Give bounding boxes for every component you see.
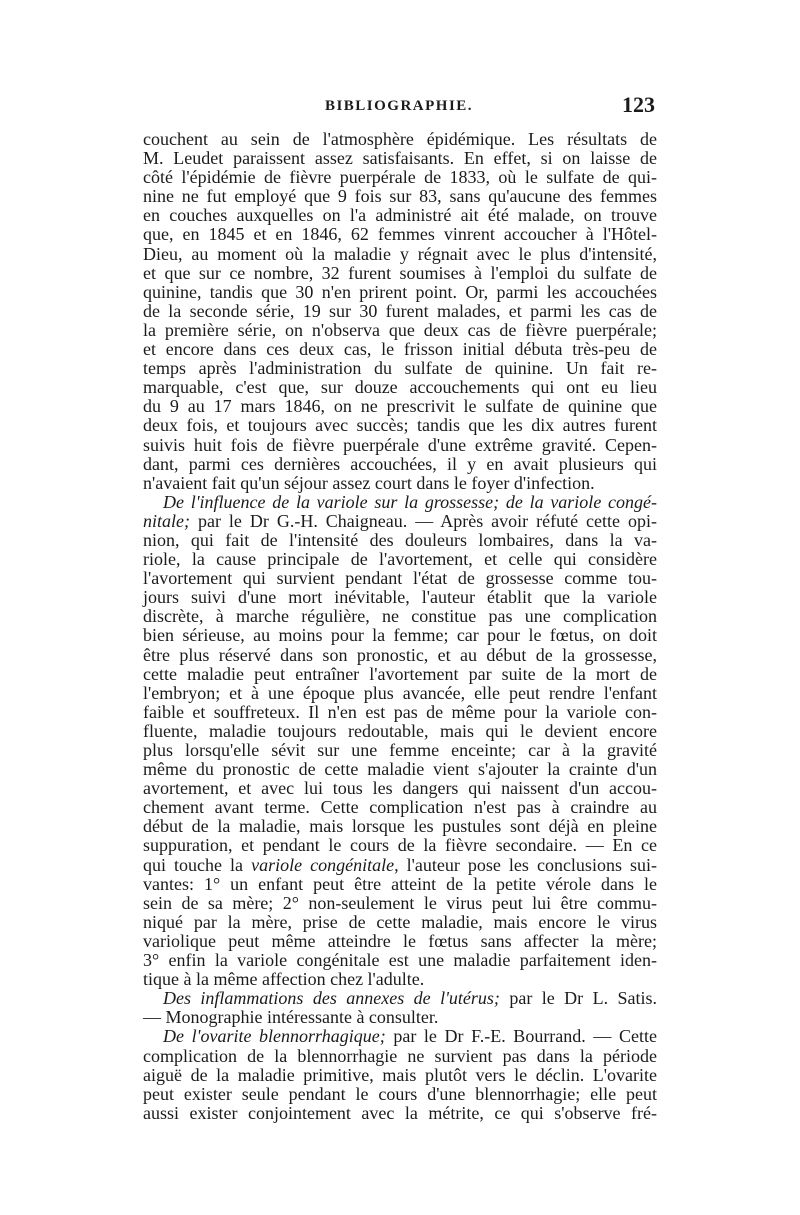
text-segment: sein de sa mère; 2° non-seulement le virus peut lui être commu- bbox=[143, 892, 657, 913]
text-line bbox=[143, 569, 657, 588]
text-segment: par le Dr G.-H. Chaigneau. — Après avoir réfuté cette opi- bbox=[190, 510, 657, 531]
text-segment: temps après l'administration du sulfate de quinine. Un fait re- bbox=[143, 358, 657, 379]
text-segment: n'avaient fait qu'un séjour assez court dans le foyer d'infection. bbox=[143, 472, 595, 493]
text-line bbox=[143, 531, 657, 550]
text-segment: plus lorsqu'elle sévit sur une femme enceinte; car à la gravité bbox=[143, 740, 657, 760]
text-line bbox=[143, 684, 657, 703]
text-line bbox=[143, 1104, 657, 1123]
text-segment: couchent au sein de l'atmosphère épidémique. Les résultats de bbox=[143, 129, 657, 149]
text-line bbox=[143, 703, 657, 722]
text-segment: suppuration, et pendant le cours de la fièvre secondaire. — En ce bbox=[143, 835, 657, 856]
text-segment: nion, qui fait de l'intensité des douleurs lombaires, dans la va- bbox=[143, 529, 657, 550]
text-segment: peut exister seule pendant le cours d'une blennorrhagie; elle peut bbox=[143, 1083, 657, 1104]
text-segment: variolique peut même atteindre le fœtus sans affecter la mère; bbox=[143, 930, 657, 951]
text-segment: et encore dans ces deux cas, le frisson initial débuta très-peu de bbox=[143, 339, 657, 360]
text-segment: tique à la même affection chez l'adulte. bbox=[143, 969, 425, 990]
text-line bbox=[143, 932, 657, 951]
text-line bbox=[143, 817, 657, 836]
text-line bbox=[143, 646, 657, 665]
text-line bbox=[143, 856, 657, 875]
text-line bbox=[143, 989, 657, 1008]
text-segment: nine ne fut employé que 9 fois sur 83, sans qu'aucune des femmes bbox=[143, 186, 657, 207]
text-segment: jours suivi d'une mort inévitable, l'auteur établit que la variole bbox=[143, 587, 657, 608]
text-segment: du 9 au 17 mars 1846, on ne prescrivit le sulfate de quinine que bbox=[143, 396, 657, 417]
text-line bbox=[143, 493, 657, 512]
text-line bbox=[143, 168, 657, 187]
text-segment: riole, la cause principale de l'avortement, et celle qui considère bbox=[143, 549, 657, 570]
page-header bbox=[143, 92, 655, 122]
text-line bbox=[143, 321, 657, 340]
text-segment: et que sur ce nombre, 32 furent soumises à l'emploi du sulfate de bbox=[143, 262, 657, 283]
text-segment: M. Leudet paraissent assez satisfaisants. En effet, si on laisse de bbox=[143, 148, 657, 169]
text-segment: discrète, à marche régulière, ne constitue pas une complication bbox=[143, 606, 657, 627]
text-segment: fluente, maladie toujours redoutable, mais qui le devient encore bbox=[143, 720, 657, 741]
text-segment: que, en 1845 et en 1846, 62 femmes vinrent accoucher à l'Hôtel- bbox=[143, 224, 657, 245]
text-segment: 3° enfin la variole congénitale est une maladie parfaitement iden- bbox=[143, 950, 657, 971]
text-line bbox=[143, 665, 657, 684]
text-line bbox=[143, 779, 657, 798]
text-line bbox=[143, 436, 657, 455]
body-text bbox=[143, 130, 657, 1123]
text-line bbox=[143, 283, 657, 302]
text-line bbox=[143, 1085, 657, 1104]
text-line bbox=[143, 913, 657, 932]
text-segment: chement avant terme. Cette complication n'est pas à craindre au bbox=[143, 797, 657, 818]
text-segment: complication de la blennorrhagie ne survient pas dans la période bbox=[143, 1045, 657, 1066]
text-line bbox=[143, 455, 657, 474]
text-segment: marquable, c'est que, sur douze accouchements qui ont eu lieu bbox=[143, 377, 657, 398]
text-segment: l'embryon; et à une époque plus avancée, elle peut rendre l'enfant bbox=[143, 682, 657, 703]
text-line bbox=[143, 397, 657, 416]
text-line bbox=[143, 149, 657, 168]
text-segment: même du pronostic de cette maladie vient s'ajouter la crainte d'un bbox=[143, 759, 657, 780]
text-line bbox=[143, 1027, 657, 1046]
text-segment: aiguë de la maladie primitive, mais plutôt vers le déclin. L'ovarite bbox=[143, 1064, 657, 1085]
text-segment: aussi exister conjointement avec la métrite, ce qui s'observe fré- bbox=[143, 1102, 657, 1123]
text-line bbox=[143, 550, 657, 569]
italic-title-text: De l'ovarite blennorrhagique; bbox=[163, 1026, 386, 1047]
text-line bbox=[143, 875, 657, 894]
text-segment: vantes: 1° un enfant peut être atteint de la petite vérole dans le bbox=[143, 873, 657, 894]
text-line bbox=[143, 1066, 657, 1085]
text-segment: l'avortement qui survient pendant l'état de grossesse comme tou- bbox=[143, 568, 657, 589]
text-line bbox=[143, 245, 657, 264]
text-segment: être plus réservé dans son pronostic, et au début de la grossesse, bbox=[143, 644, 657, 665]
text-segment: Dieu, au moment où la maladie y régnait avec le plus d'intensité, bbox=[143, 243, 657, 264]
text-line bbox=[143, 588, 657, 607]
text-segment: bien sérieuse, au moins pour la femme; car pour le fœtus, on doit bbox=[143, 625, 657, 646]
text-line bbox=[143, 206, 657, 225]
text-segment: de la seconde série, 19 sur 30 furent malades, et parmi les cas de bbox=[143, 300, 657, 321]
text-line bbox=[143, 359, 657, 378]
text-segment: niqué par la mère, prise de cette maladie, mais encore le virus bbox=[143, 911, 657, 932]
text-line bbox=[143, 951, 657, 970]
text-line bbox=[143, 798, 657, 817]
text-segment: faible et souffreteux. Il n'en est pas de même pour la variole con- bbox=[143, 701, 657, 722]
text-line bbox=[143, 970, 657, 989]
text-segment: par le Dr F.-E. Bourrand. — Cette bbox=[385, 1026, 658, 1047]
text-line bbox=[143, 378, 657, 397]
running-title: BIBLIOGRAPHIE. bbox=[324, 98, 474, 114]
text-line bbox=[143, 340, 657, 359]
italic-title-text: Des inflammations des annexes de l'utérus; bbox=[163, 988, 500, 1009]
text-line bbox=[143, 722, 657, 741]
text-line bbox=[143, 626, 657, 645]
text-segment: l'auteur pose les conclusions sui- bbox=[398, 854, 657, 875]
text-segment: cette maladie peut entraîner l'avortement par suite de la mort de bbox=[143, 663, 657, 684]
italic-title-text: nitale; bbox=[143, 510, 190, 531]
text-segment: en couches auxquelles on l'a administré ait été malade, on trouve bbox=[143, 205, 657, 226]
text-line bbox=[143, 741, 657, 760]
text-segment: deux fois, et toujours avec succès; tandis que les dix autres furent bbox=[143, 415, 657, 436]
text-line bbox=[143, 225, 657, 244]
text-line bbox=[143, 894, 657, 913]
text-segment: la première série, on n'observa que deux cas de fièvre puerpérale; bbox=[143, 319, 657, 340]
italic-title-text: variole congénitale, bbox=[251, 854, 399, 875]
text-line bbox=[143, 302, 657, 321]
text-line bbox=[143, 760, 657, 779]
text-segment: côté l'épidémie de fièvre puerpérale de 1833, où le sulfate de qui- bbox=[143, 167, 657, 188]
text-line bbox=[143, 474, 657, 493]
text-line bbox=[143, 264, 657, 283]
text-segment: par le Dr L. Satis. bbox=[499, 988, 657, 1009]
page-number: 123 bbox=[622, 92, 655, 117]
text-line bbox=[143, 1008, 657, 1027]
text-line bbox=[143, 512, 657, 531]
text-segment: avortement, et avec lui tous les dangers qui naissent d'un accou- bbox=[143, 778, 657, 799]
text-segment: qui touche la bbox=[143, 854, 252, 875]
text-segment: — Monographie intéressante à consulter. bbox=[143, 1007, 439, 1028]
text-segment: suivis huit fois de fièvre puerpérale d'une extrême gravité. Cepen- bbox=[143, 434, 657, 455]
text-line bbox=[143, 836, 657, 855]
text-line bbox=[143, 130, 657, 149]
text-segment: début de la maladie, mais lorsque les pustules sont déjà en pleine bbox=[143, 816, 657, 837]
text-line bbox=[143, 187, 657, 206]
text-line bbox=[143, 416, 657, 435]
italic-title-text: De l'influence de la variole sur la grossesse; de la variole congé- bbox=[163, 491, 657, 512]
text-line bbox=[143, 1047, 657, 1066]
text-segment: dant, parmi ces dernières accouchées, il y en avait plusieurs qui bbox=[143, 453, 657, 474]
text-segment: quinine, tandis que 30 n'en prirent point. Or, parmi les accouchées bbox=[143, 281, 657, 302]
text-line bbox=[143, 607, 657, 626]
